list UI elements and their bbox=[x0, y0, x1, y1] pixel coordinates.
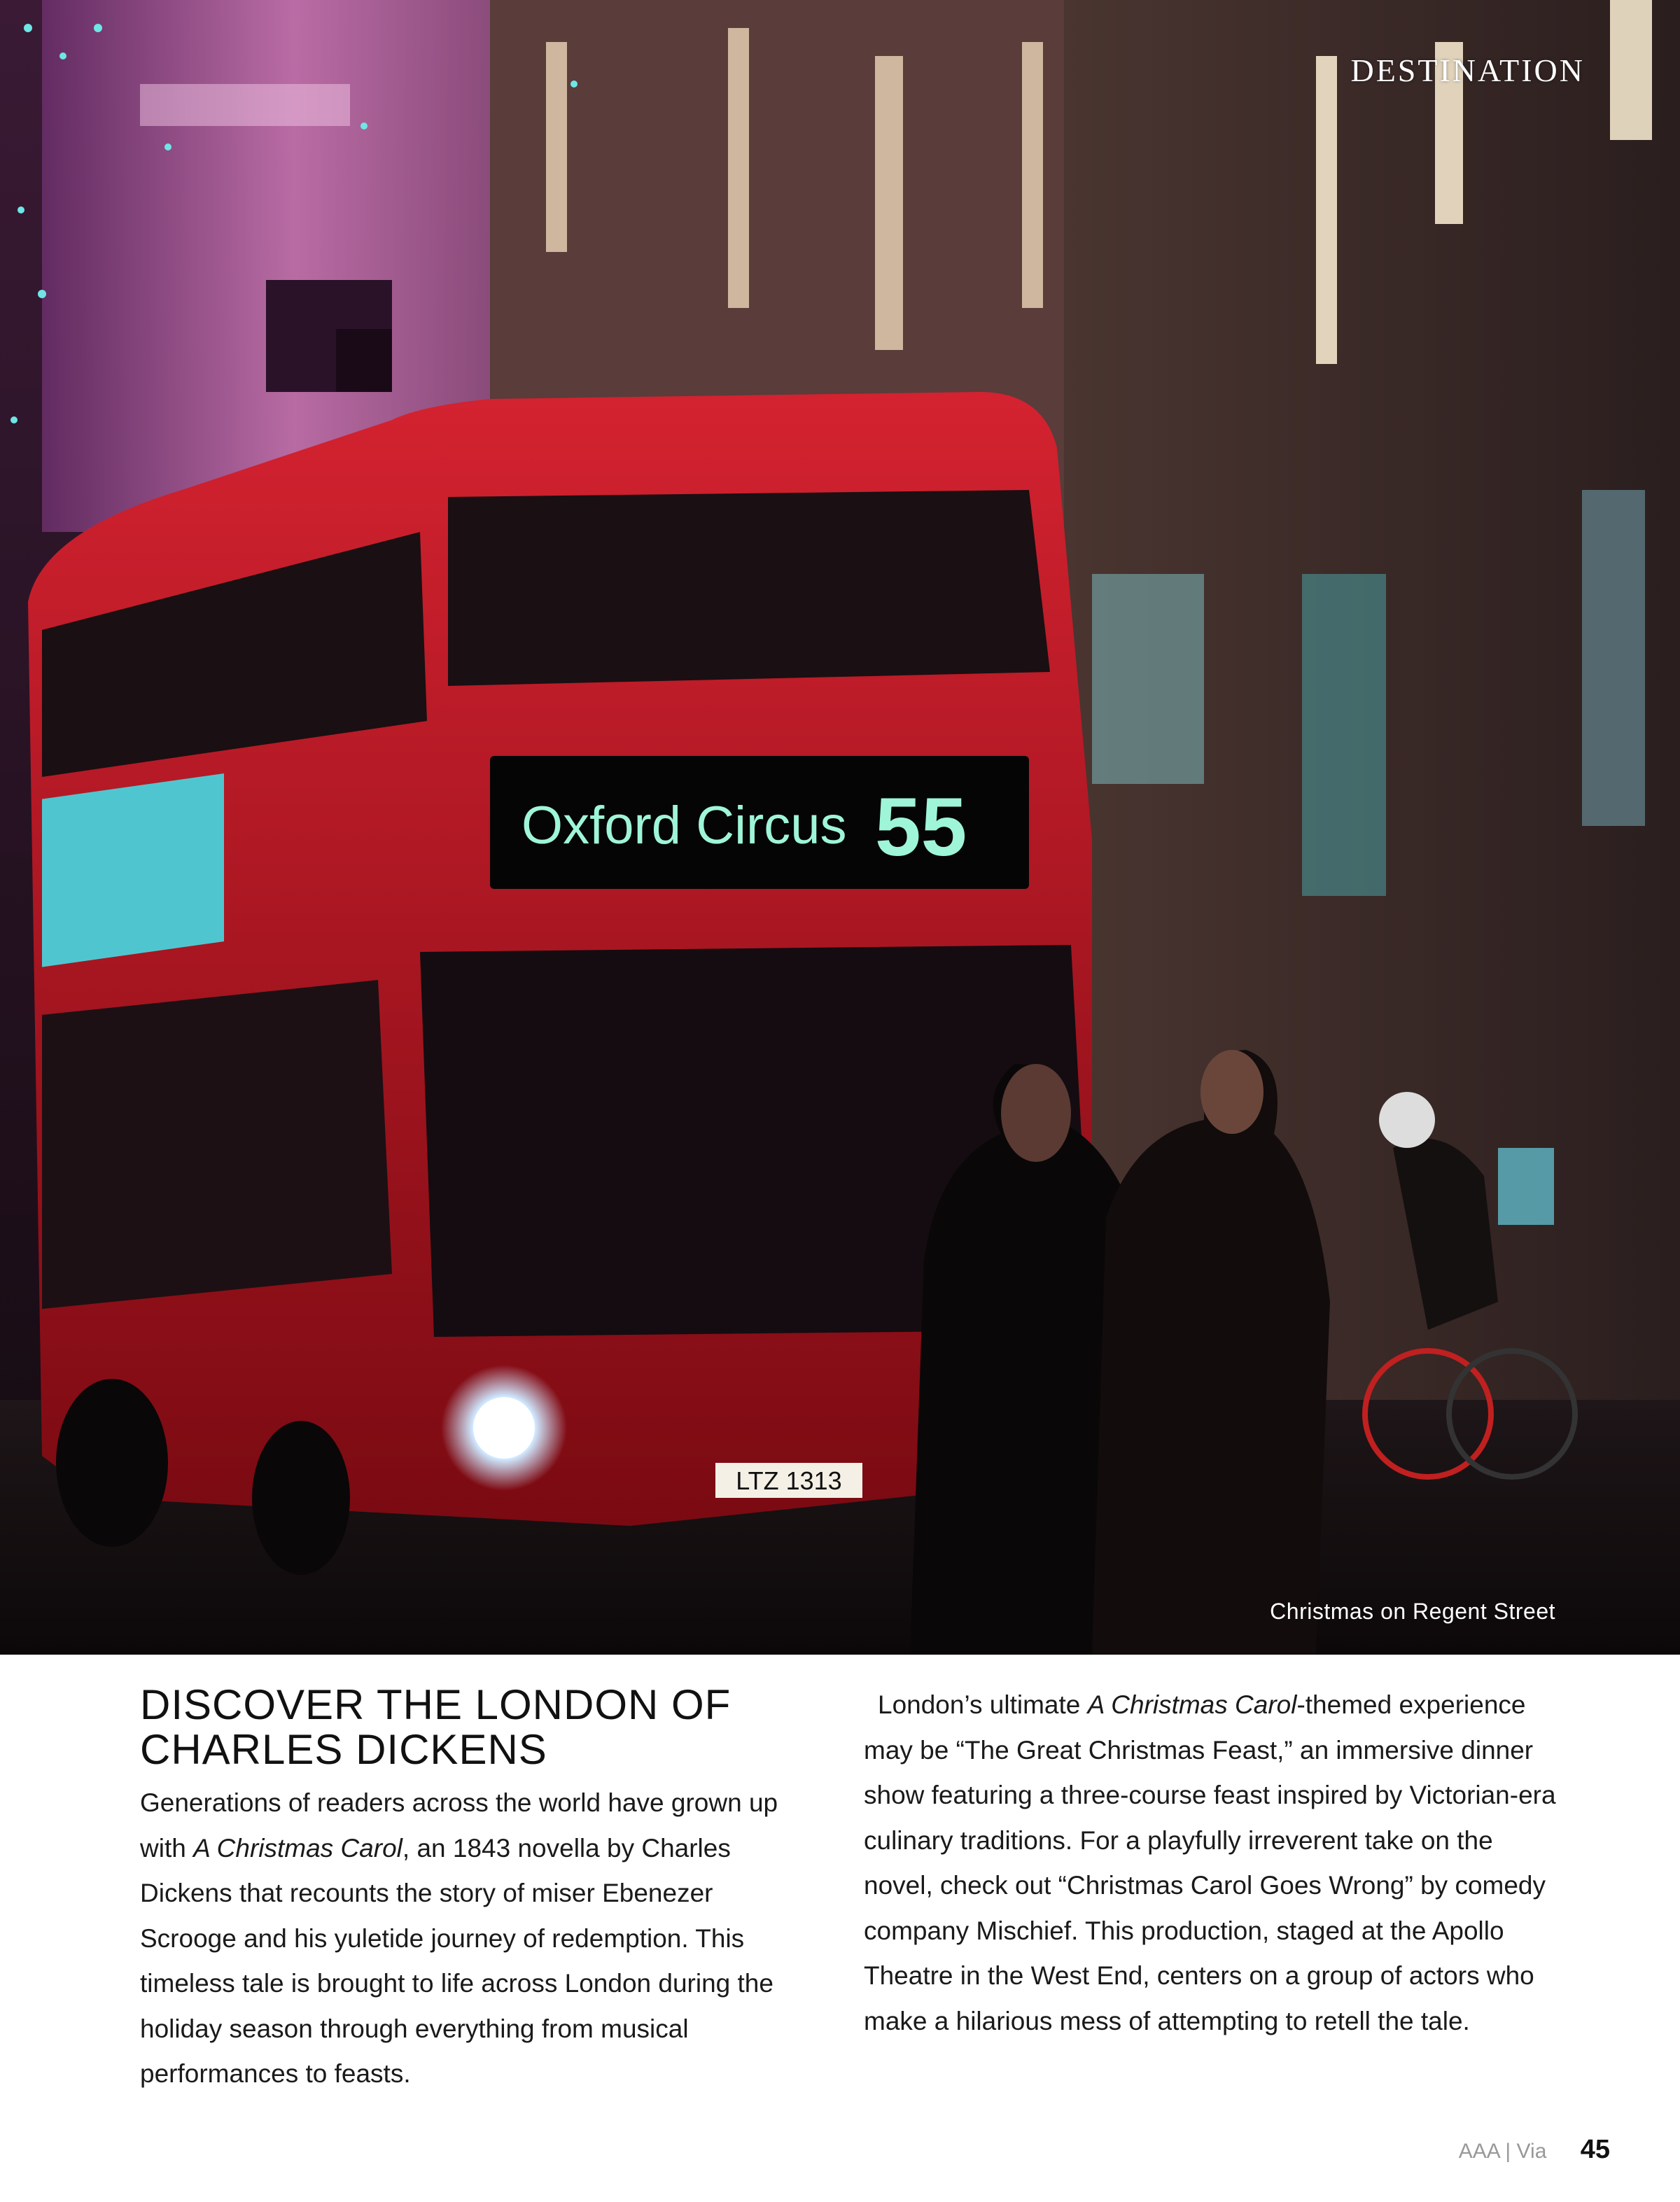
section-label: DESTINATION bbox=[1350, 52, 1585, 88]
page-footer bbox=[1459, 2135, 1610, 2165]
page-number: 45 bbox=[1580, 2135, 1610, 2164]
article-headline: DISCOVER THE LONDON OF CHARLES DICKENS bbox=[140, 1681, 732, 1773]
bus-destination-sign: Oxford Circus bbox=[522, 796, 847, 855]
bus-licence-plate: LTZ 1313 bbox=[736, 1466, 842, 1495]
article-column-left: Generations of readers across the world have grown up with A Christmas Carol, an 1843 novella by Charles Dickens that recounts the story of miser Ebenezer Scrooge and his yuletide journey of redemption. This timeless tale is brought to life across London during the holiday season through everything from musical performances to feasts. bbox=[140, 1788, 778, 2088]
publication-name: AAA | Via bbox=[1458, 2140, 1547, 2163]
book-title: A Christmas Carol bbox=[193, 1833, 402, 1863]
book-title: A Christmas Carol bbox=[1087, 1690, 1297, 1719]
article-column-right: London’s ultimate A Christmas Carol-themed experience may be “The Great Christmas Feast,” an immersive dinner show featuring a three-course feast inspired by Victorian-era culinary traditions. For a playfully irreverent take on the novel, check out “Christmas Carol Goes Wrong” by comedy company Mischief. This production, staged at the Apollo Theatre in the West End, centers on a group of actors who make a hilarious mess of attempting to retell the tale. bbox=[864, 1690, 1556, 2035]
bus-route-number: 55 bbox=[875, 781, 967, 874]
photo-caption: Christmas on Regent Street bbox=[1270, 1599, 1555, 1624]
